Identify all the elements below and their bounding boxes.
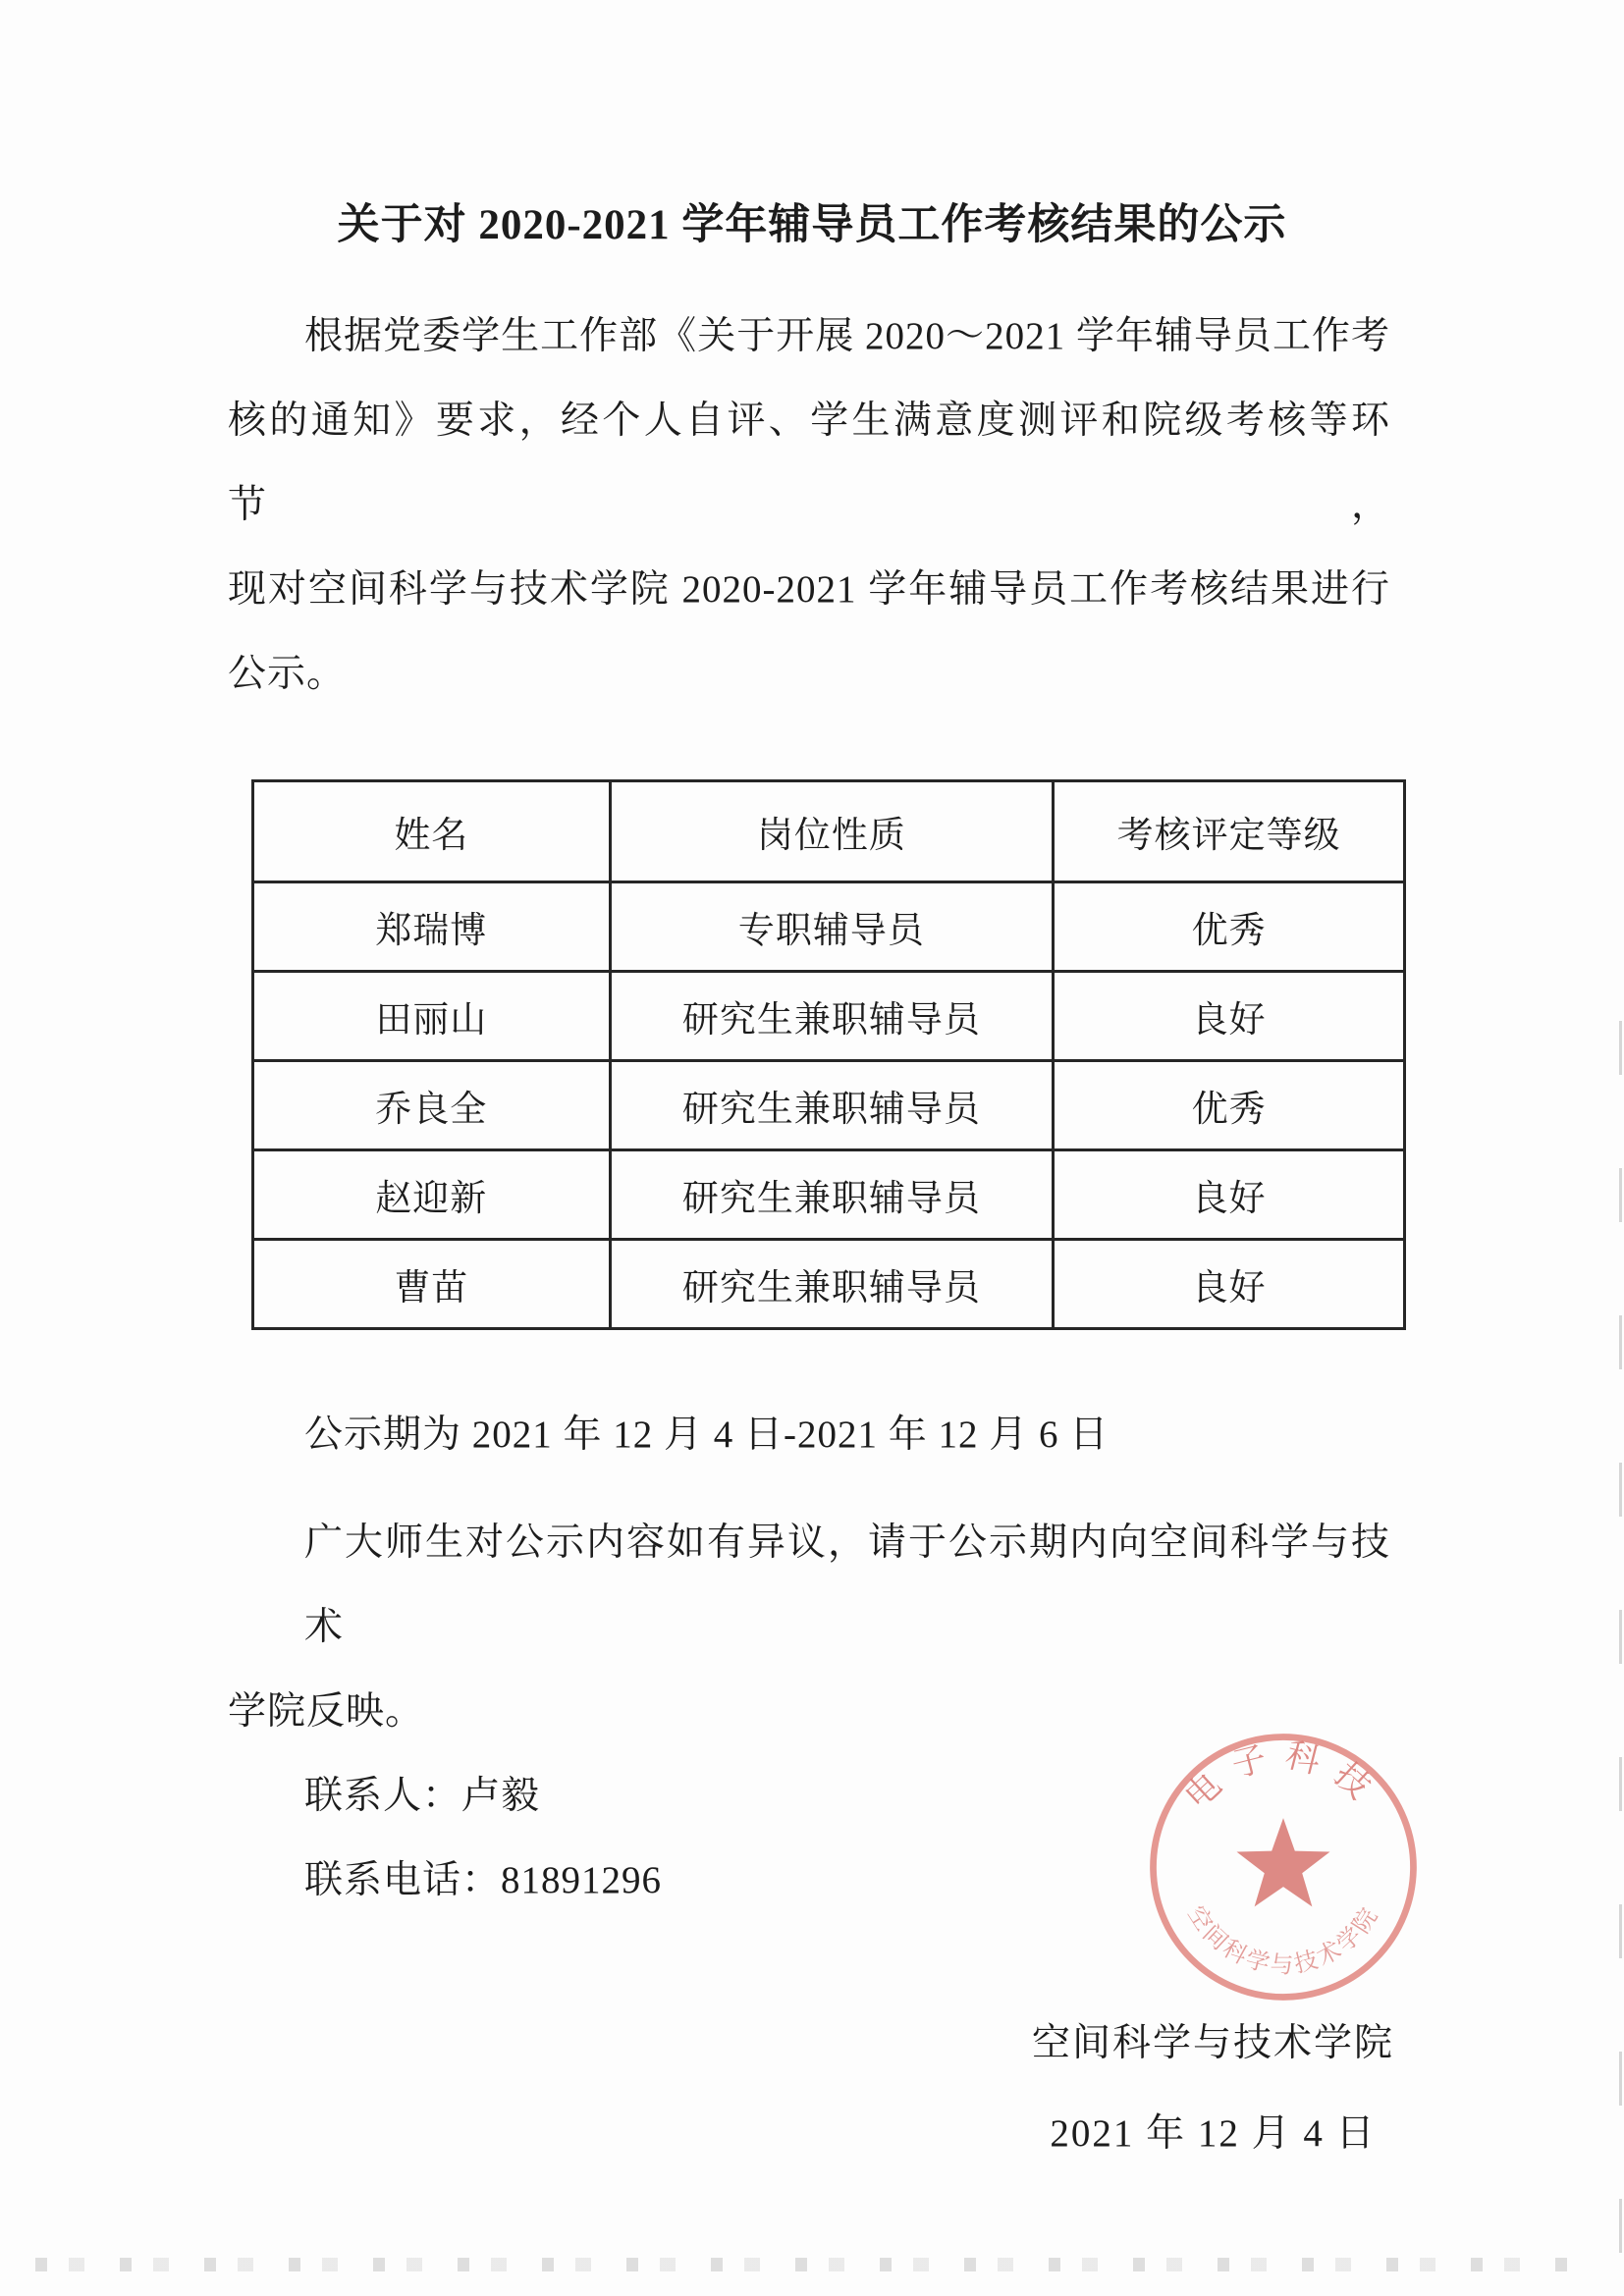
feedback-paragraph	[228, 1501, 1390, 1754]
cell-name: 郑瑞博	[253, 882, 611, 972]
col-header-name: 姓名	[253, 781, 611, 882]
contact-person-line: 联系人：卢毅	[304, 1775, 541, 1817]
table-row	[253, 882, 1405, 972]
cell-grade: 良好	[1054, 1150, 1405, 1240]
feedback-line: 广大师生对公示内容如有异议，请于公示期内向空间科学与技术	[304, 1522, 1390, 1648]
cell-position: 专职辅导员	[610, 882, 1054, 972]
table-row	[253, 1061, 1405, 1150]
intro-line: 核的通知》要求，经个人自评、学生满意度测评和院级考核等环节，	[228, 400, 1390, 526]
cell-name: 曹苗	[253, 1240, 611, 1329]
scan-artifact-bottom	[35, 2258, 1589, 2271]
cell-position: 研究生兼职辅导员	[610, 972, 1054, 1061]
cell-name: 赵迎新	[253, 1150, 611, 1240]
seal-bottom-text: 空间科学与技术学院	[1182, 1901, 1384, 1979]
publicity-period-line: 公示期为 2021 年 12 月 4 日-2021 年 12 月 6 日	[304, 1414, 1110, 1456]
col-header-grade: 考核评定等级	[1054, 781, 1405, 882]
assessment-table-wrap	[251, 779, 1406, 1330]
cell-position: 研究生兼职辅导员	[610, 1150, 1054, 1240]
scan-artifact-right-edge	[1619, 1021, 1622, 2286]
cell-position: 研究生兼职辅导员	[610, 1061, 1054, 1150]
cell-grade: 良好	[1054, 1240, 1405, 1329]
signature-date: 2021 年 12 月 4 日	[1050, 2112, 1377, 2155]
cell-name: 乔良全	[253, 1061, 611, 1150]
signature-block	[1032, 2015, 1394, 2163]
table-row	[253, 1240, 1405, 1329]
seal-top-text: 电子科技	[1178, 1735, 1388, 1817]
official-seal	[1142, 1726, 1425, 2008]
contact-phone-line: 联系电话：81891296	[304, 1859, 663, 1901]
signature-org: 空间科学与技术学院	[1031, 2022, 1394, 2064]
seal-star-icon	[1236, 1818, 1329, 1906]
table-header-row	[253, 781, 1405, 882]
intro-line: 根据党委学生工作部《关于开展 2020～2021 学年辅导员工作考	[304, 315, 1390, 357]
table-row	[253, 1150, 1405, 1240]
feedback-line: 学院反映。	[228, 1690, 425, 1733]
document-title: 关于对 2020-2021 学年辅导员工作考核结果的公示	[337, 202, 1287, 248]
table-row	[253, 972, 1405, 1061]
intro-line: 公示。	[228, 653, 347, 695]
cell-grade: 优秀	[1054, 882, 1405, 972]
intro-line: 现对空间科学与技术学院 2020-2021 学年辅导员工作考核结果进行	[228, 568, 1390, 611]
assessment-table	[251, 779, 1406, 1330]
cell-grade: 良好	[1054, 972, 1405, 1061]
cell-grade: 优秀	[1054, 1061, 1405, 1150]
intro-paragraph	[228, 294, 1390, 717]
col-header-position: 岗位性质	[610, 781, 1054, 882]
cell-name: 田丽山	[253, 972, 611, 1061]
cell-position: 研究生兼职辅导员	[610, 1240, 1054, 1329]
